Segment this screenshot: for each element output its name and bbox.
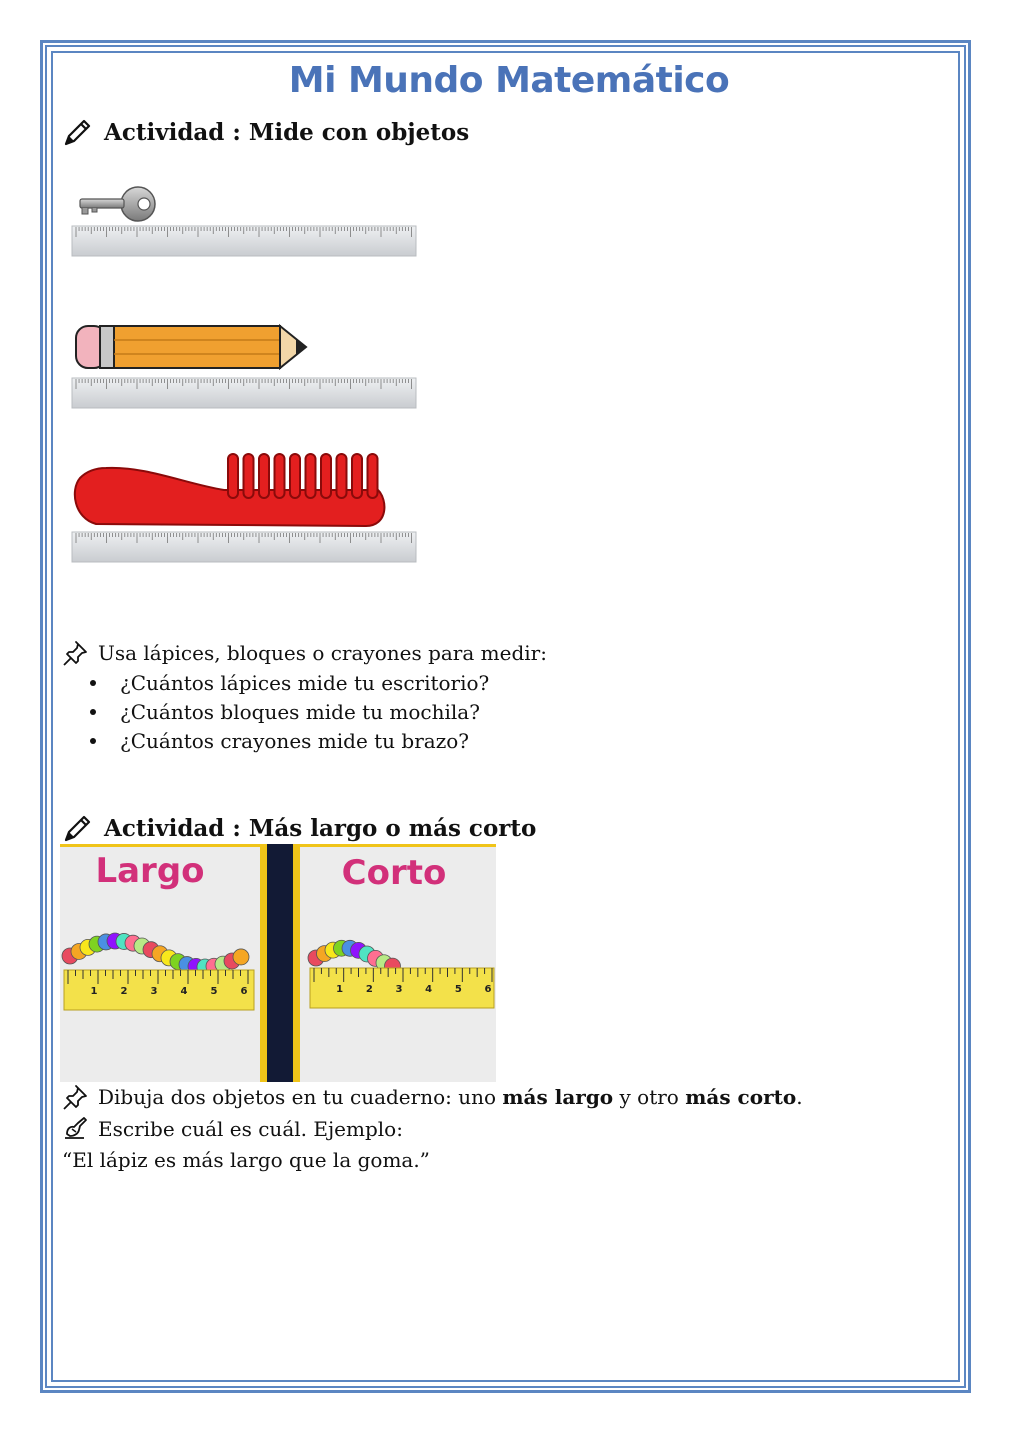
pencil-image: [76, 326, 306, 368]
long-short-illustration: [60, 844, 496, 1082]
svg-text:1: 1: [336, 984, 344, 995]
pin-icon: [62, 640, 90, 666]
svg-text:2: 2: [365, 984, 373, 995]
list-item: ¿Cuántos bloques mide tu mochila?: [90, 697, 489, 726]
svg-text:1: 1: [90, 986, 98, 997]
ruler-3: [72, 532, 416, 562]
example-sentence: “El lápiz es más largo que la goma.”: [62, 1148, 430, 1172]
svg-text:6: 6: [484, 984, 492, 995]
svg-text:5: 5: [210, 986, 218, 997]
measure-objects-illustration: [66, 178, 418, 570]
pencil-icon: [62, 116, 94, 148]
svg-text:2: 2: [120, 986, 128, 997]
ruler-left: [64, 970, 254, 1010]
activity1-heading-text: Actividad : Mide con objetos: [104, 118, 470, 146]
activity2-heading-text: Actividad : Más largo o más corto: [104, 814, 537, 842]
activity2-heading: [62, 812, 536, 844]
questions-list: [90, 668, 489, 755]
svg-text:6: 6: [240, 986, 248, 997]
svg-text:4: 4: [425, 984, 433, 995]
list-item: ¿Cuántos crayones mide tu brazo?: [90, 726, 489, 755]
ruler-1: [72, 226, 416, 256]
pin-icon: [62, 1084, 90, 1110]
svg-text:5: 5: [454, 984, 462, 995]
instructions1-intro-text: Usa lápices, bloques o crayones para medir:: [98, 641, 547, 665]
corto-label: Corto: [341, 853, 447, 893]
svg-text:4: 4: [180, 986, 188, 997]
list-item: ¿Cuántos lápices mide tu escritorio?: [90, 668, 489, 697]
ruler-2: [72, 378, 416, 408]
key-image: [80, 187, 155, 221]
activity1-heading: [62, 116, 469, 148]
draw-instruction: Dibuja dos objetos en tu cuaderno: uno más largo y otro más corto.: [98, 1085, 803, 1109]
instructions1-intro: [62, 640, 547, 666]
svg-text:3: 3: [150, 986, 158, 997]
comb-image: [75, 454, 385, 526]
ruler-right: [310, 968, 494, 1008]
largo-label: Largo: [95, 851, 205, 891]
pencil-icon: [62, 812, 94, 844]
instructions2-draw: [62, 1084, 803, 1110]
instructions2-write: [62, 1116, 403, 1142]
svg-text:3: 3: [395, 984, 403, 995]
write-instruction: Escribe cuál es cuál. Ejemplo:: [98, 1117, 403, 1141]
writing-hand-icon: [62, 1116, 90, 1142]
page-title: Mi Mundo Matemático: [288, 60, 730, 101]
